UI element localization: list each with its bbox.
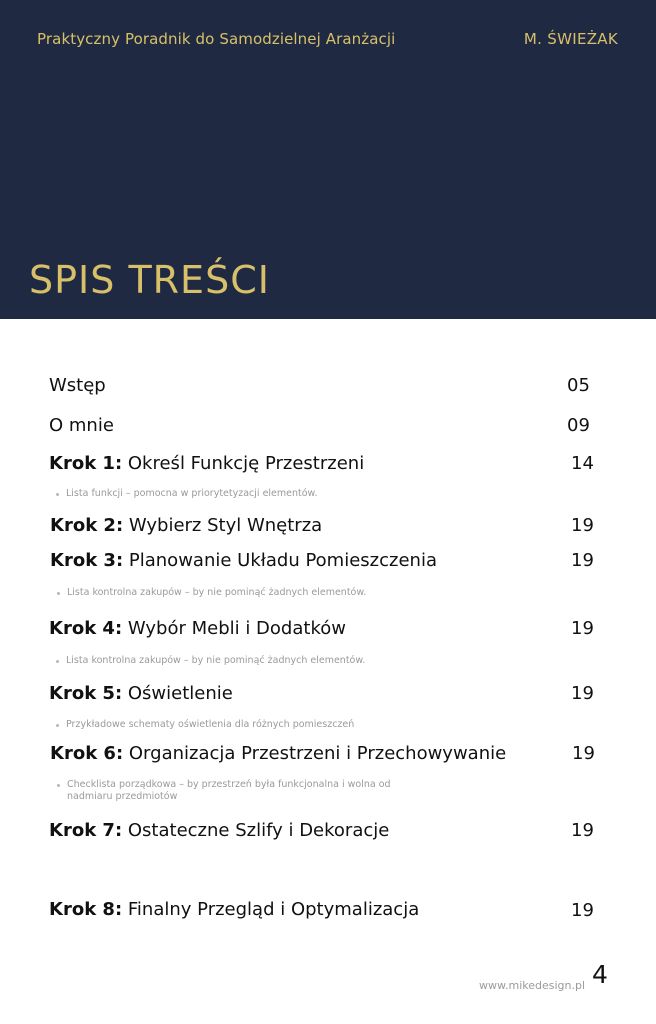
step-note-line: Checklista porządkowa – by przestrzeń była funkcjonalna i wolna od: [67, 779, 391, 790]
header-banner: [0, 0, 656, 319]
step-label: Krok 6:: [50, 743, 124, 764]
toc-page-number: 19: [571, 550, 594, 571]
toc-entry-step-2: [50, 515, 322, 536]
toc-page-number: 05: [567, 375, 590, 396]
toc-entry-title: Wstęp: [49, 375, 106, 396]
step-note-line: nadmiaru przedmiotów: [67, 791, 178, 802]
book-title: Praktyczny Poradnik do Samodzielnej Aranżacji: [37, 30, 396, 48]
toc-page-number: 19: [571, 900, 594, 921]
toc-page-number: 14: [571, 453, 594, 474]
step-note: Przykładowe schematy oświetlenia dla różnych pomieszczeń: [66, 719, 355, 730]
step-title: Organizacja Przestrzeni i Przechowywanie: [128, 743, 507, 764]
step-note: Lista kontrolna zakupów – by nie pominąć żadnych elementów.: [67, 587, 367, 598]
step-label: Krok 8:: [49, 899, 123, 920]
toc-entry-step-6: [50, 743, 506, 764]
toc-page-number: 19: [571, 618, 594, 639]
step-label: Krok 5:: [49, 683, 123, 704]
step-title: Finalny Przegląd i Optymalizacja: [127, 899, 420, 920]
toc-entry-intro: [49, 375, 106, 396]
step-label: Krok 3:: [50, 550, 124, 571]
toc-page-number: 19: [571, 515, 594, 536]
step-label: Krok 4:: [49, 618, 123, 639]
toc-entry-step-7: [49, 820, 389, 841]
toc-entry-step-8: [49, 899, 419, 920]
step-note: Lista kontrolna zakupów – by nie pominąć żadnych elementów.: [66, 655, 366, 666]
page-title: SPIS TREŚCI: [29, 258, 270, 302]
step-label: Krok 2:: [50, 515, 124, 536]
author-name: M. ŚWIEŻAK: [523, 30, 618, 48]
toc-entry-step-4: [49, 618, 346, 639]
step-label: Krok 7:: [49, 820, 123, 841]
step-title: Określ Funkcję Przestrzeni: [127, 453, 365, 474]
toc-page-number: 09: [567, 415, 590, 436]
footer-page-number: 4: [592, 960, 608, 989]
step-title: Wybierz Styl Wnętrza: [128, 515, 323, 536]
footer-website: www.mikedesign.pl: [479, 979, 586, 992]
toc-entry-step-3: [50, 550, 437, 571]
step-title: Planowanie Układu Pomieszczenia: [128, 550, 437, 571]
step-title: Ostateczne Szlify i Dekoracje: [127, 820, 390, 841]
toc-entry-step-1: [49, 453, 364, 474]
step-label: Krok 1:: [49, 453, 123, 474]
step-title: Wybór Mebli i Dodatków: [127, 618, 346, 639]
step-note: [67, 779, 391, 803]
toc-entry-step-5: [49, 683, 233, 704]
toc-entry-about: [49, 415, 114, 436]
toc-page-number: 19: [572, 743, 595, 764]
step-title: Oświetlenie: [127, 683, 233, 704]
toc-page-number: 19: [571, 683, 594, 704]
step-note: Lista funkcji – pomocna w priorytetyzacji elementów.: [66, 488, 318, 499]
toc-entry-title: O mnie: [49, 415, 114, 436]
toc-page-number: 19: [571, 820, 594, 841]
